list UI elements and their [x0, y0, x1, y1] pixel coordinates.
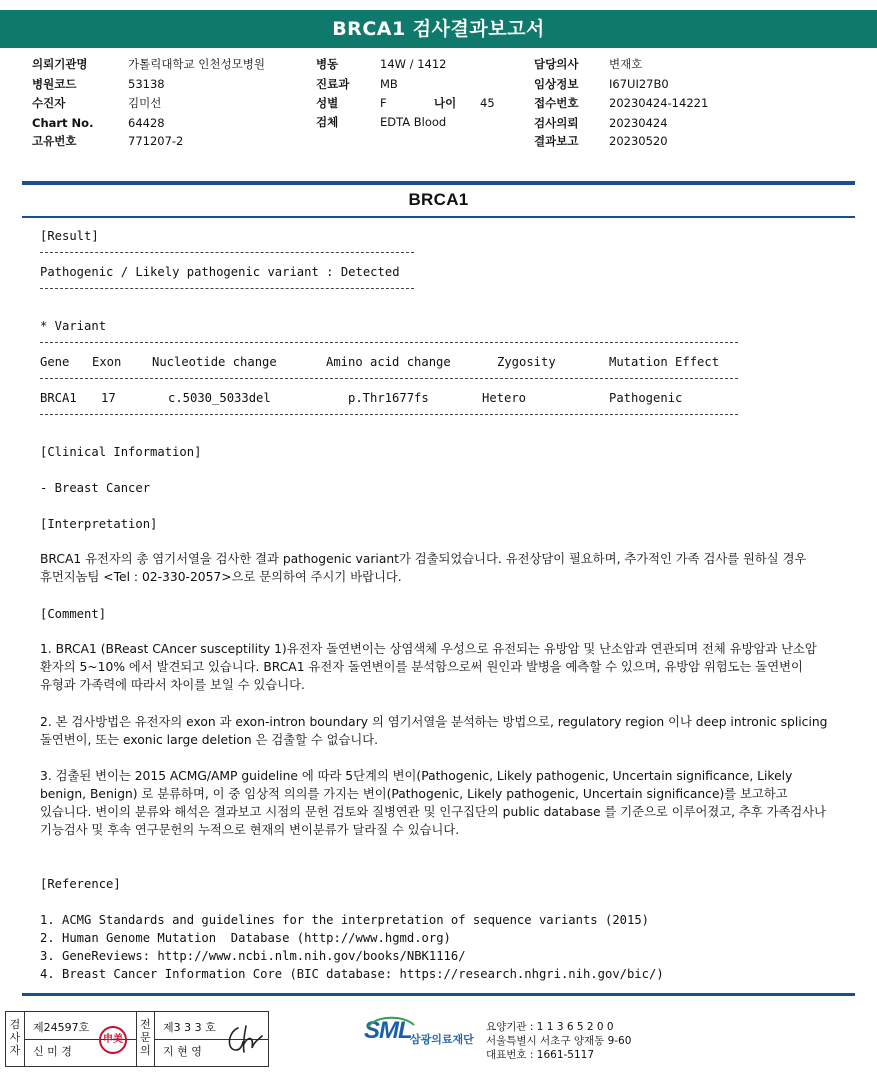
- header-value: 45: [480, 96, 495, 110]
- header-label: 임상정보: [534, 77, 579, 91]
- result-summary: Pathogenic / Likely pathogenic variant : Detected: [40, 265, 400, 279]
- header-value: 김미선: [128, 96, 162, 110]
- header-label: 성별: [316, 96, 339, 110]
- clinical-heading: [Clinical Information]: [40, 445, 202, 459]
- comment-item: 3. 검출된 변이는 2015 ACMG/AMP guideline 에 따라 5단계의 변이(Pathogenic, Likely pathogenic, Uncertain significance, Likely benign, Benign) 로 분류하며, 이 중 임상적 의의를 가지는 변이(Pathogenic, Likely pathogenic, Uncertain significance)를 보고하고 있습니다. 변이의 분류와 해석은 결과보고 시점의 문헌 검토와 질병연관 및 인구집단의 public database 를 기준으로 이루어졌고, 추후 가족검사나 기능검사 및 후속 연구문헌의 누적으로 현재의 변이분류가 달라질 수 있습니다.: [40, 769, 826, 837]
- header-label: 검사의뢰: [534, 116, 579, 130]
- reference-item: 2. Human Genome Mutation Database (http://www.hgmd.org): [40, 931, 451, 945]
- variant-col-zygosity: Zygosity: [497, 355, 556, 369]
- variant-cell: c.5030_5033del: [168, 391, 271, 405]
- clinical-item: - Breast Cancer: [40, 481, 151, 495]
- reference-item: 4. Breast Cancer Information Core (BIC database: https://research.nhgri.nih.gov/bic/): [40, 967, 664, 981]
- header-label: 병동: [316, 57, 339, 71]
- divider: [22, 993, 855, 996]
- footer-line: 요양기관 : 1 1 3 6 5 2 0 0: [486, 1021, 614, 1033]
- examiner-name: 신 미 경: [33, 1045, 72, 1058]
- footer-line: 대표번호 : 1661-5117: [486, 1049, 595, 1061]
- header-label: 고유번호: [32, 134, 77, 148]
- examiner-stamp: 申美: [99, 1026, 127, 1054]
- header-label: 병원코드: [32, 77, 77, 91]
- header-label: 검체: [316, 115, 339, 129]
- header-value: 64428: [128, 116, 165, 130]
- signature-icon: [224, 1022, 266, 1058]
- header-value: 가톨릭대학교 인천성모병원: [128, 57, 265, 71]
- header-value: 20230424: [609, 116, 668, 130]
- reference-heading: [Reference]: [40, 877, 121, 891]
- reference-item: 3. GeneReviews: http://www.ncbi.nlm.nih.gov/books/NBK1116/: [40, 949, 466, 963]
- signoff-box: [5, 1011, 269, 1067]
- divider: [22, 181, 855, 185]
- dashed-rule: [40, 378, 738, 379]
- header-value: MB: [380, 77, 398, 91]
- header-label: 담당의사: [534, 57, 579, 71]
- comment-item: 1. BRCA1 (BReast CAncer susceptility 1)유전자 돌연변이는 상염색체 우성으로 유전되는 유방암 및 난소암과 연관되며 전체 유방암과 난소암 환자의 5~10% 에서 발견되고 있습니다. BRCA1 유전자 돌연변이를 분석함으로써 원인과 발병을 예측할 수 있으며, 유방암 위험도는 돌연변이 유형과 가족력에 따라서 차이를 보일 수 있습니다.: [40, 642, 817, 692]
- sml-logo: SML: [364, 1017, 412, 1044]
- examiner-label: 검사자: [6, 1012, 25, 1066]
- header-value: 53138: [128, 77, 165, 91]
- header-label: 진료과: [316, 77, 350, 91]
- header-value: 20230520: [609, 134, 668, 148]
- header-label: Chart No.: [32, 116, 94, 130]
- comment-heading: [Comment]: [40, 607, 107, 621]
- header-value: F: [380, 96, 387, 110]
- dashed-rule: [40, 414, 738, 415]
- confirmer-label: 전문의: [136, 1012, 155, 1066]
- comment-item: 2. 본 검사방법은 유전자의 exon 과 exon-intron boundary 의 염기서열을 분석하는 방법으로, regulatory region 이나 deep intronic splicing 돌연변이, 또는 exonic large deletion 은 검출할 수 없습니다.: [40, 715, 828, 747]
- org-name: 삼광의료재단: [410, 1033, 474, 1046]
- variant-col-exon: Exon: [92, 355, 122, 369]
- header-label: 나이: [434, 96, 457, 110]
- dashed-rule: [40, 342, 738, 343]
- logo-arc-icon: [366, 1015, 416, 1051]
- variant-cell: Pathogenic: [609, 391, 683, 405]
- header-label: 수진자: [32, 96, 66, 110]
- reference-item: 1. ACMG Standards and guidelines for the interpretation of sequence variants (2015): [40, 913, 650, 927]
- examiner-number: 제24597호: [33, 1021, 90, 1034]
- variant-col-amino: Amino acid change: [326, 355, 451, 369]
- footer-line: 서울특별시 서초구 양재동 9-60: [486, 1035, 632, 1047]
- result-heading: [Result]: [40, 229, 99, 243]
- header-value: 771207-2: [128, 134, 184, 148]
- confirmer-name: 지 현 영: [163, 1045, 202, 1058]
- variant-cell: p.Thr1677fs: [348, 391, 429, 405]
- interpretation-text: BRCA1 유전자의 총 염기서열을 검사한 결과 pathogenic variant가 검출되었습니다. 유전상담이 필요하며, 추가적인 가족 검사를 원하실 경우 휴먼지놈팀 <Tel : 02-330-2057>으로 문의하여 주시기 바랍니다.: [40, 552, 807, 584]
- header-label: 접수번호: [534, 96, 579, 110]
- report-title: BRCA1 검사결과보고서: [0, 10, 877, 48]
- confirmer-number: 제3 3 3 호: [163, 1021, 216, 1034]
- variant-cell: Hetero: [482, 391, 527, 405]
- variant-col-effect: Mutation Effect: [609, 355, 720, 369]
- variant-col-nucleotide: Nucleotide change: [152, 355, 277, 369]
- dashed-rule: [40, 252, 414, 253]
- divider: [22, 216, 855, 218]
- header-value: EDTA Blood: [380, 115, 447, 129]
- header-value: 14W / 1412: [380, 57, 447, 71]
- variant-cell: 17: [101, 391, 116, 405]
- header-value: 변재호: [609, 57, 643, 71]
- dashed-rule: [40, 288, 414, 289]
- variant-col-gene: Gene: [40, 355, 70, 369]
- header-value: 20230424-14221: [609, 96, 709, 110]
- header-value: I67UI27B0: [609, 77, 669, 91]
- header-label: 결과보고: [534, 134, 579, 148]
- variant-cell: BRCA1: [40, 391, 77, 405]
- section-title: BRCA1: [408, 190, 469, 209]
- interpretation-heading: [Interpretation]: [40, 517, 158, 531]
- variant-heading: * Variant: [40, 319, 107, 333]
- header-label: 의뢰기관명: [32, 57, 88, 71]
